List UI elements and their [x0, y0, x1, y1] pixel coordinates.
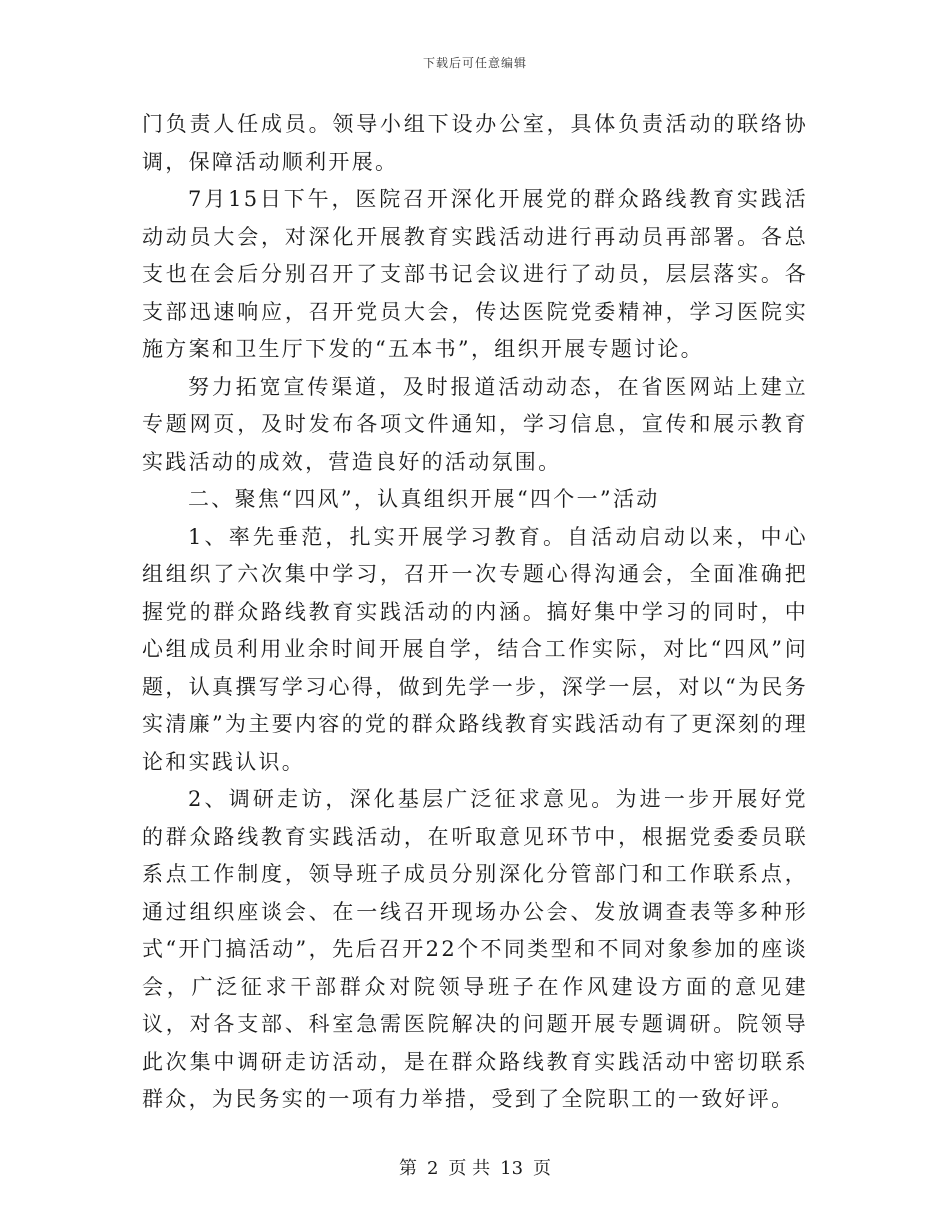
paragraph: 门负责人任成员。领导小组下设办公室，具体负责活动的联络协调，保障活动顺利开展。 [142, 112, 808, 174]
document-body [142, 106, 808, 1119]
total-page-number: 13 [500, 1158, 524, 1179]
paragraph: 努力拓宽宣传渠道，及时报道活动动态，在省医网站上建立专题网页，及时发布各项文件通知，学习信息，宣传和展示教育实践活动的成效，营造良好的活动氛围。 [142, 374, 808, 474]
footer-prefix: 第 [398, 1158, 417, 1179]
footer-suffix: 页 [533, 1158, 552, 1179]
paragraph: 2、调研走访，深化基层广泛征求意见。为进一步开展好党的群众路线教育实践活动，在听取意见环节中，根据党委委员联系点工作制度，领导班子成员分别深化分管部门和工作联系点，通过组织座谈会、在一线召开现场办公会、发放调查表等多种形式“开门搞活动”，先后召开22个不同类型和不同对象参加的座谈会，广泛征求干部群众对院领导班子在作风建设方面的意见建议，对各支部、科室急需医院解决的问题开展专题调研。院领导此次集中调研走访活动，是在群众路线教育实践活动中密切联系群众，为民务实的一项有力举措，受到了全院职工的一致好评。 [142, 787, 808, 1111]
current-page-number: 2 [426, 1158, 439, 1179]
footer-mid: 页 共 [448, 1158, 491, 1179]
page-number-footer [0, 1154, 950, 1180]
section-heading: 二、聚焦“四风”，认真组织开展“四个一”活动 [188, 487, 660, 511]
paragraph: 7月15日下午，医院召开深化开展党的群众路线教育实践活动动员大会，对深化开展教育实践活动进行再动员再部署。各总支也在会后分别召开了支部书记会议进行了动员，层层落实。各支部迅速响应，召开党员大会，传达医院党委精神，学习医院实施方案和卫生厅下发的“五本书”，组织开展专题讨论。 [142, 187, 808, 361]
page-header-note: 下载后可任意编辑 [422, 56, 527, 70]
paragraph: 1、率先垂范，扎实开展学习教育。自活动启动以来，中心组组织了六次集中学习，召开一次专题心得沟通会，全面准确把握党的群众路线教育实践活动的内涵。搞好集中学习的同时，中心组成员利用业余时间开展自学，结合工作实际，对比“四风”问题，认真撰写学习心得，做到先学一步，深学一层，对以“为民务实清廉”为主要内容的党的群众路线教育实践活动有了更深刻的理论和实践认识。 [142, 524, 808, 774]
